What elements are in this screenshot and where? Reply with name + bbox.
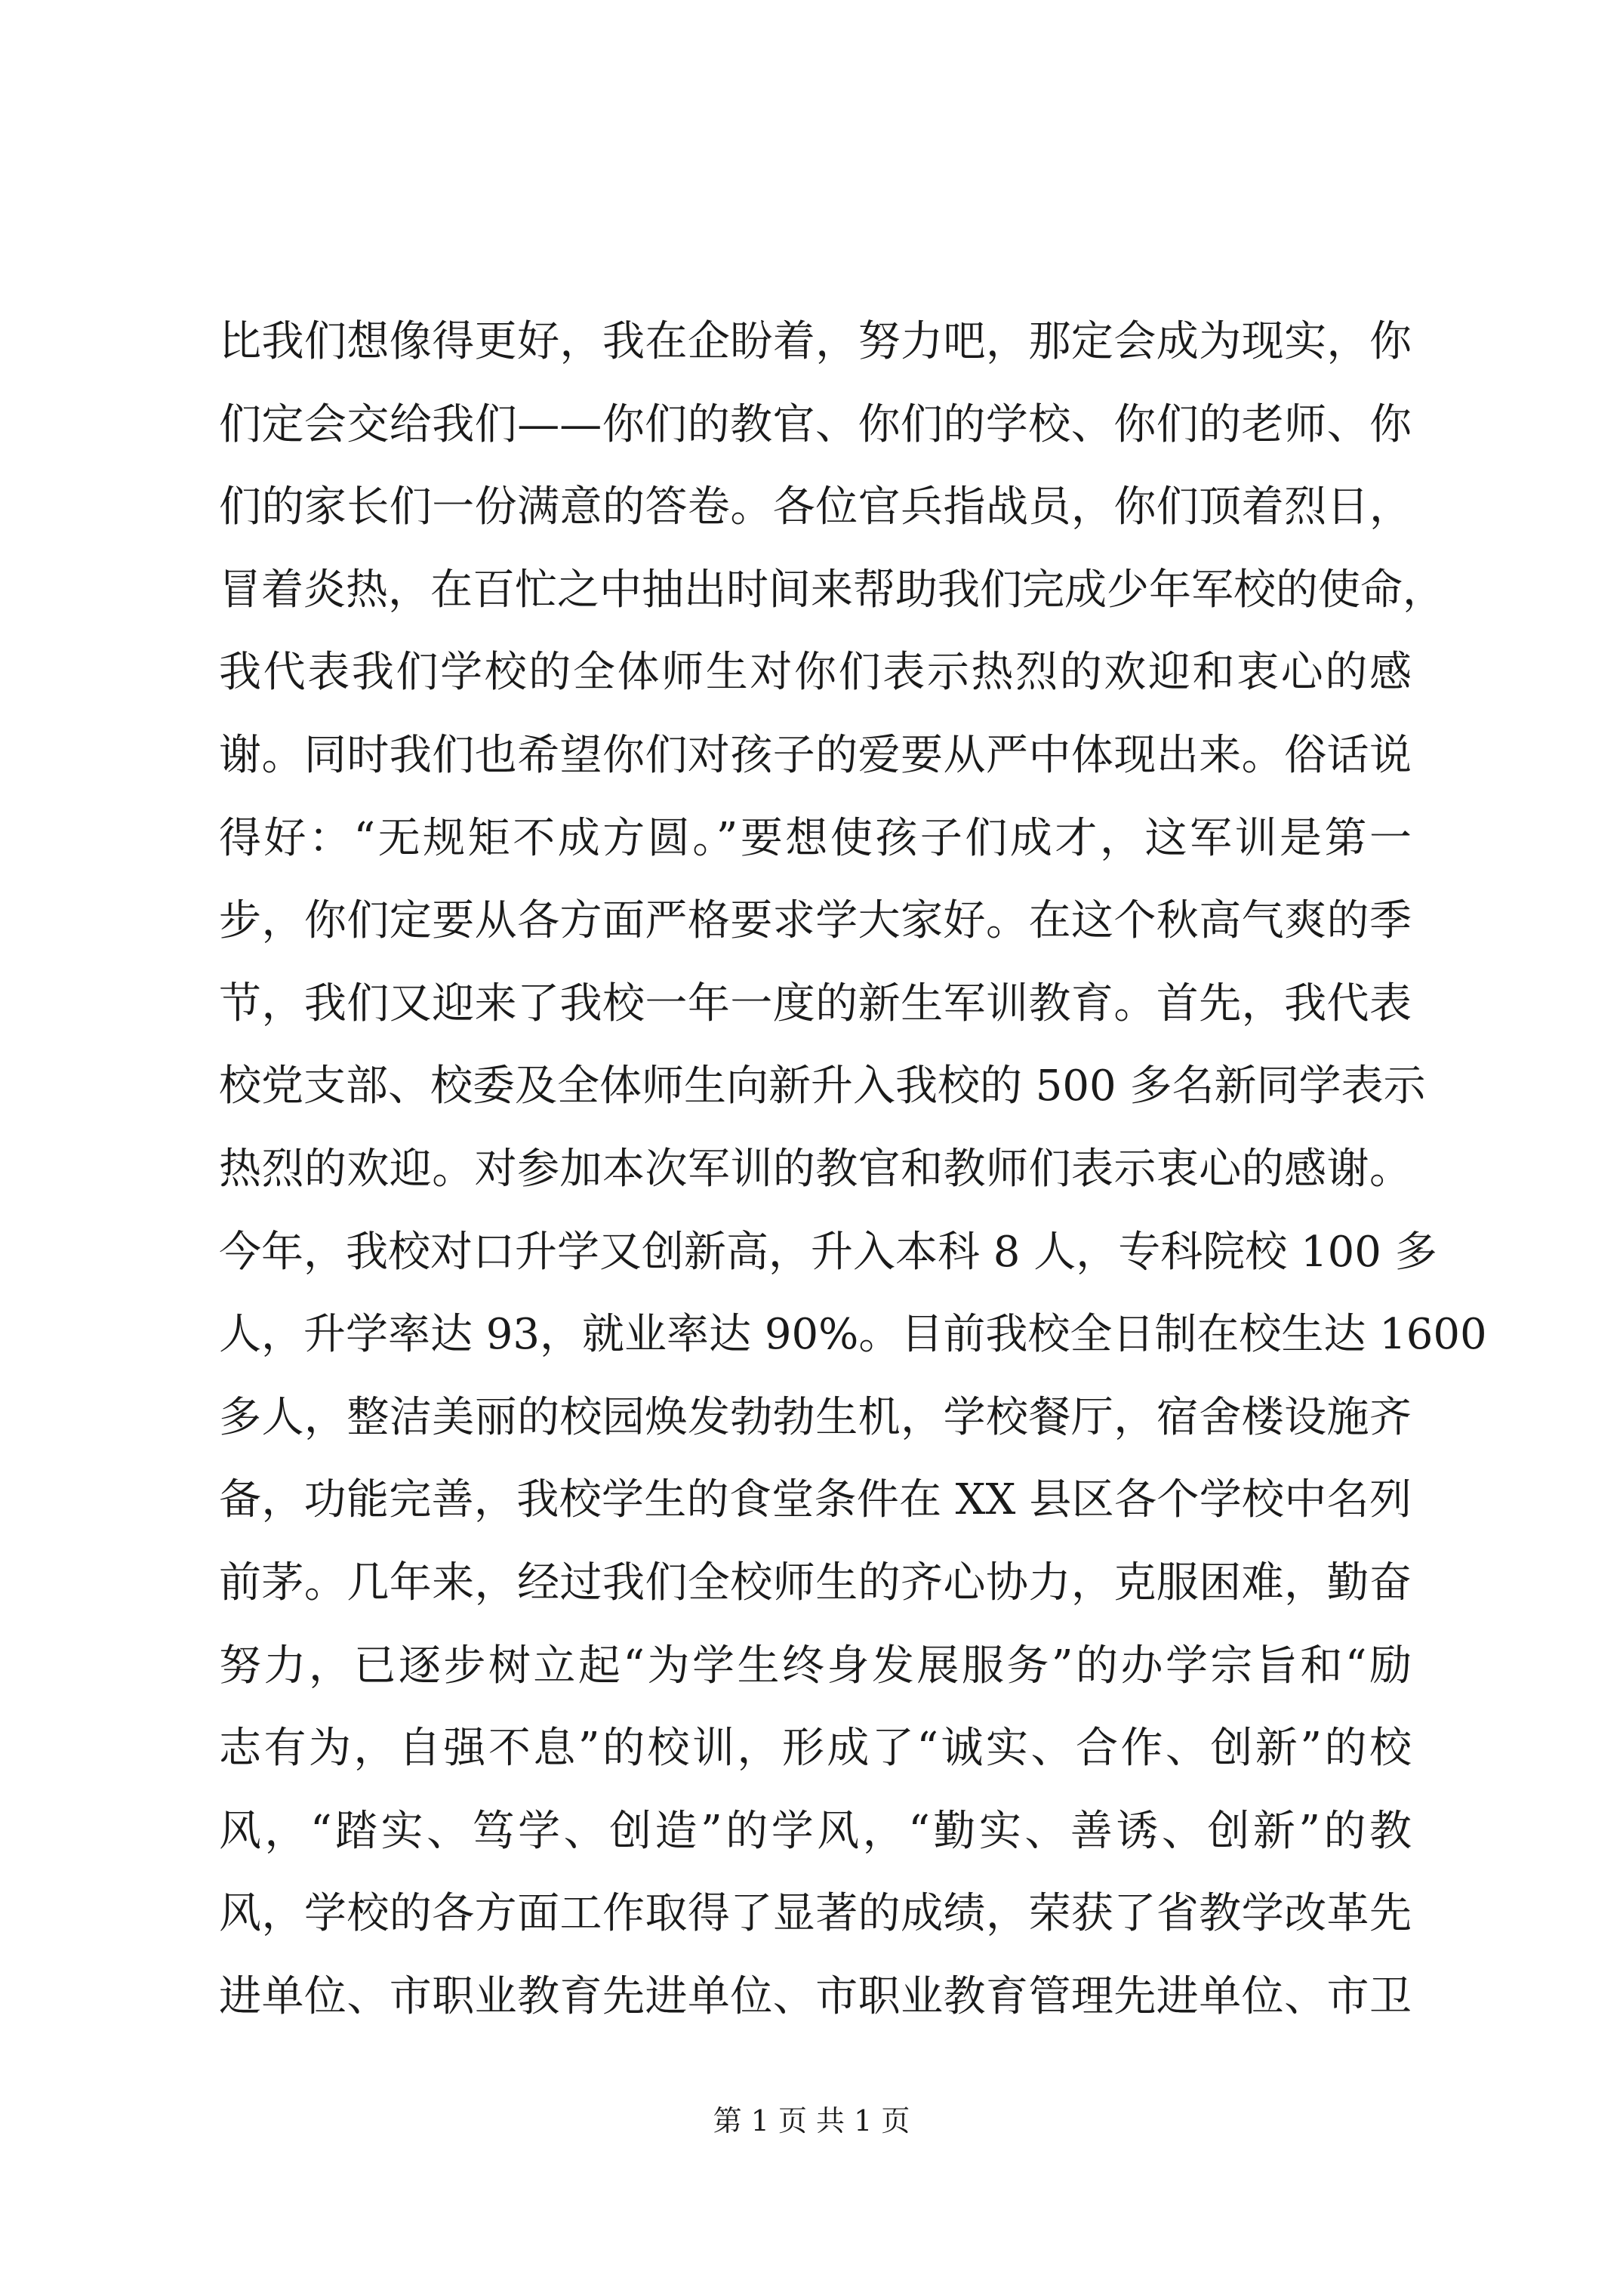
text-line: 们定会交给我们——你们的教官、你们的学校、你们的老师、你 [219, 399, 1412, 449]
text-line: 前茅。几年来，经过我们全校师生的齐心协力，克服困难，勤奋 [219, 1558, 1412, 1607]
text-line: 志有为，自强不息”的校训，形成了“诚实、合作、创新”的校 [219, 1724, 1412, 1774]
text-line: 多人，整洁美丽的校园焕发勃勃生机，学校餐厅，宿舍楼设施齐 [219, 1392, 1412, 1442]
text-line: 风，“踏实、笃学、创造”的学风，“勤实、善诱、创新”的教 [219, 1806, 1412, 1856]
text-line: 今年，我校对口升学又创新高，升入本科 8 人，专科院校 100 多 [219, 1227, 1437, 1277]
text-line: 人，升学率达 93，就业率达 90%。目前我校全日制在校生达 1600 [219, 1310, 1487, 1360]
text-line: 谢。同时我们也希望你们对孩子的爱要从严中体现出来。俗话说 [219, 730, 1412, 780]
page-number-footer: 第 1 页 共 1 页 [713, 2104, 910, 2137]
document-body [219, 300, 1487, 2038]
text-line: 步，你们定要从各方面严格要求学大家好。在这个秋高气爽的季 [219, 896, 1412, 946]
text-line: 热烈的欢迎。对参加本次军训的教官和教师们表示衷心的感谢。 [219, 1144, 1412, 1194]
text-line: 风，学校的各方面工作取得了显著的成绩，荣获了省教学改革先 [219, 1889, 1412, 1939]
text-line: 努力，已逐步树立起“为学生终身发展服务”的办学宗旨和“励 [219, 1641, 1412, 1690]
text-line: 我代表我们学校的全体师生对你们表示热烈的欢迎和衷心的感 [219, 648, 1412, 698]
text-line: 们的家长们一份满意的答卷。各位官兵指战员，你们顶着烈日， [219, 482, 1412, 532]
text-line: 节，我们又迎来了我校一年一度的新生军训教育。首先，我代表 [219, 978, 1412, 1028]
text-line: 校党支部、校委及全体师生向新升入我校的 500 多名新同学表示 [219, 1062, 1426, 1111]
text-line: 备，功能完善，我校学生的食堂条件在 XX 县区各个学校中名列 [219, 1475, 1412, 1525]
text-line: 进单位、市职业教育先进单位、市职业教育管理先进单位、市卫 [219, 1971, 1412, 2021]
text-line: 得好：“无规矩不成方圆。”要想使孩子们成才，这军训是第一 [219, 813, 1412, 863]
text-line: 冒着炎热，在百忙之中抽出时间来帮助我们完成少年军校的使命， [219, 565, 1445, 615]
text-line: 比我们想像得更好，我在企盼着，努力吧，那定会成为现实，你 [219, 317, 1412, 366]
